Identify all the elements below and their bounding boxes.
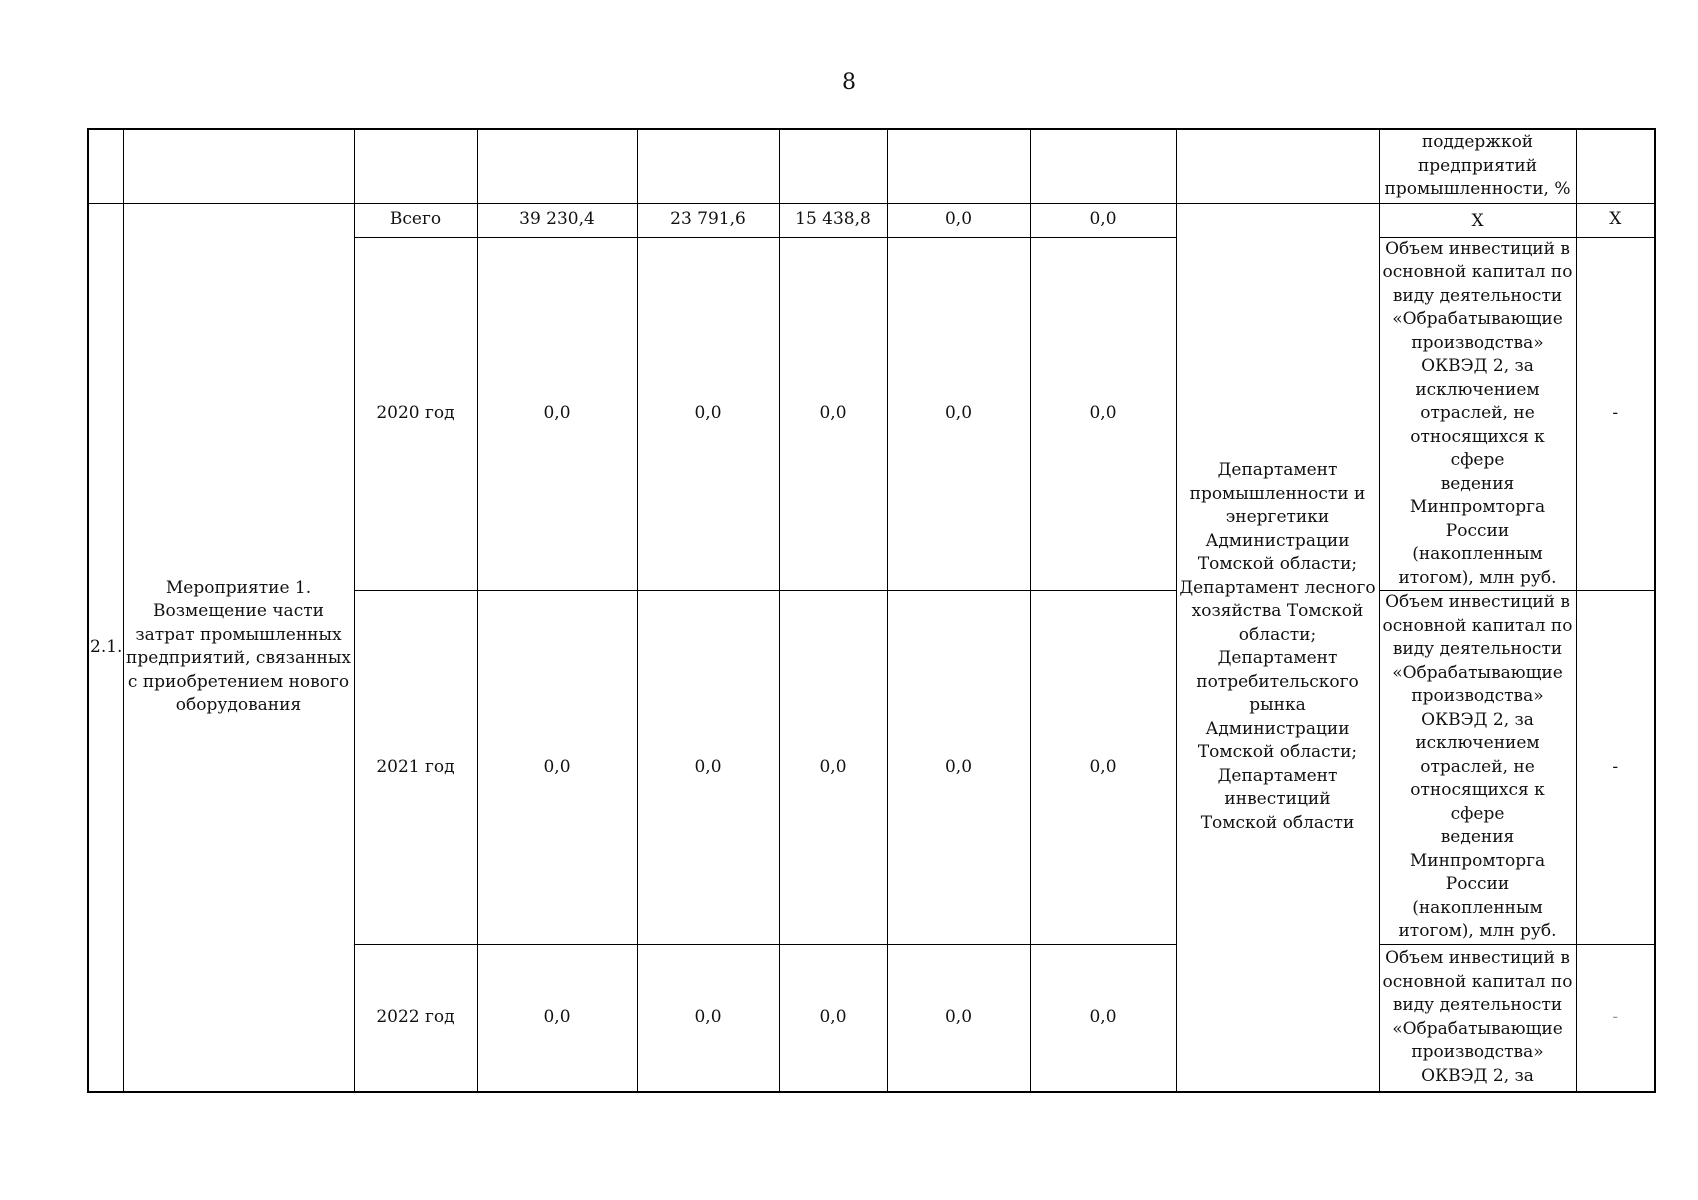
period-cell: Всего: [354, 203, 477, 237]
program-table: [87, 128, 1656, 1093]
event-name: Мероприятие 1. Возмещение части затрат промышленных предприятий, связанных с приобретением нового оборудования: [123, 203, 354, 1092]
value-cell: 23 791,6: [637, 203, 779, 237]
period-cell: 2020 год: [354, 237, 477, 591]
empty-cell: [123, 129, 354, 203]
value-cell: 39 230,4: [477, 203, 637, 237]
empty-cell: [1030, 129, 1176, 203]
value-cell: 0,0: [1030, 203, 1176, 237]
indicator-value-cell: -: [1576, 944, 1655, 1092]
value-cell: 0,0: [1030, 237, 1176, 591]
value-cell: 0,0: [887, 591, 1030, 945]
indicator-cell: X: [1379, 203, 1576, 237]
indicator-cell: Объем инвестиций в основной капитал по виду деятельности «Обрабатывающие производства» ОКВЭД 2, за исключением отраслей, не относящихся к сфере ведения Минпромторга России (накопленным итогом), млн руб.: [1379, 591, 1576, 945]
empty-cell: [637, 129, 779, 203]
empty-cell: [887, 129, 1030, 203]
table-row-total: [88, 203, 1655, 237]
indicator-value-cell: -: [1576, 591, 1655, 945]
indicator-cell: Объем инвестиций в основной капитал по виду деятельности «Обрабатывающие производства» ОКВЭД 2, за исключением отраслей, не относящихся к сфере ведения Минпромторга России (накопленным итогом), млн руб.: [1379, 237, 1576, 591]
event-number: 2.1.: [88, 203, 123, 1092]
empty-cell: [1176, 129, 1379, 203]
value-cell: 0,0: [887, 237, 1030, 591]
empty-cell: [779, 129, 887, 203]
indicator-continuation-cell: поддержкой предприятий промышленности, %: [1379, 129, 1576, 203]
value-cell: 0,0: [1030, 944, 1176, 1092]
value-cell: 0,0: [779, 237, 887, 591]
value-cell: 0,0: [887, 203, 1030, 237]
value-cell: 15 438,8: [779, 203, 887, 237]
value-cell: 0,0: [477, 237, 637, 591]
indicator-value-cell: X: [1576, 203, 1655, 237]
empty-cell: [88, 129, 123, 203]
period-cell: 2022 год: [354, 944, 477, 1092]
value-cell: 0,0: [779, 591, 887, 945]
indicator-value-cell: -: [1576, 237, 1655, 591]
period-cell: 2021 год: [354, 591, 477, 945]
empty-cell: [354, 129, 477, 203]
continuation-row: [88, 129, 1655, 203]
value-cell: 0,0: [637, 237, 779, 591]
value-cell: 0,0: [477, 944, 637, 1092]
empty-cell: [1576, 129, 1655, 203]
executor-cell: Департамент промышленности и энергетики Администрации Томской области; Департамент лесного хозяйства Томской области; Департамент потребительского рынка Администрации Томской области; Департамент инвестиций Томской области: [1176, 203, 1379, 1092]
value-cell: 0,0: [1030, 591, 1176, 945]
value-cell: 0,0: [477, 591, 637, 945]
value-cell: 0,0: [637, 944, 779, 1092]
indicator-cell: Объем инвестиций в основной капитал по виду деятельности «Обрабатывающие производства» ОКВЭД 2, за: [1379, 944, 1576, 1092]
value-cell: 0,0: [637, 591, 779, 945]
page-number: 8: [842, 70, 856, 95]
value-cell: 0,0: [779, 944, 887, 1092]
empty-cell: [477, 129, 637, 203]
value-cell: 0,0: [887, 944, 1030, 1092]
